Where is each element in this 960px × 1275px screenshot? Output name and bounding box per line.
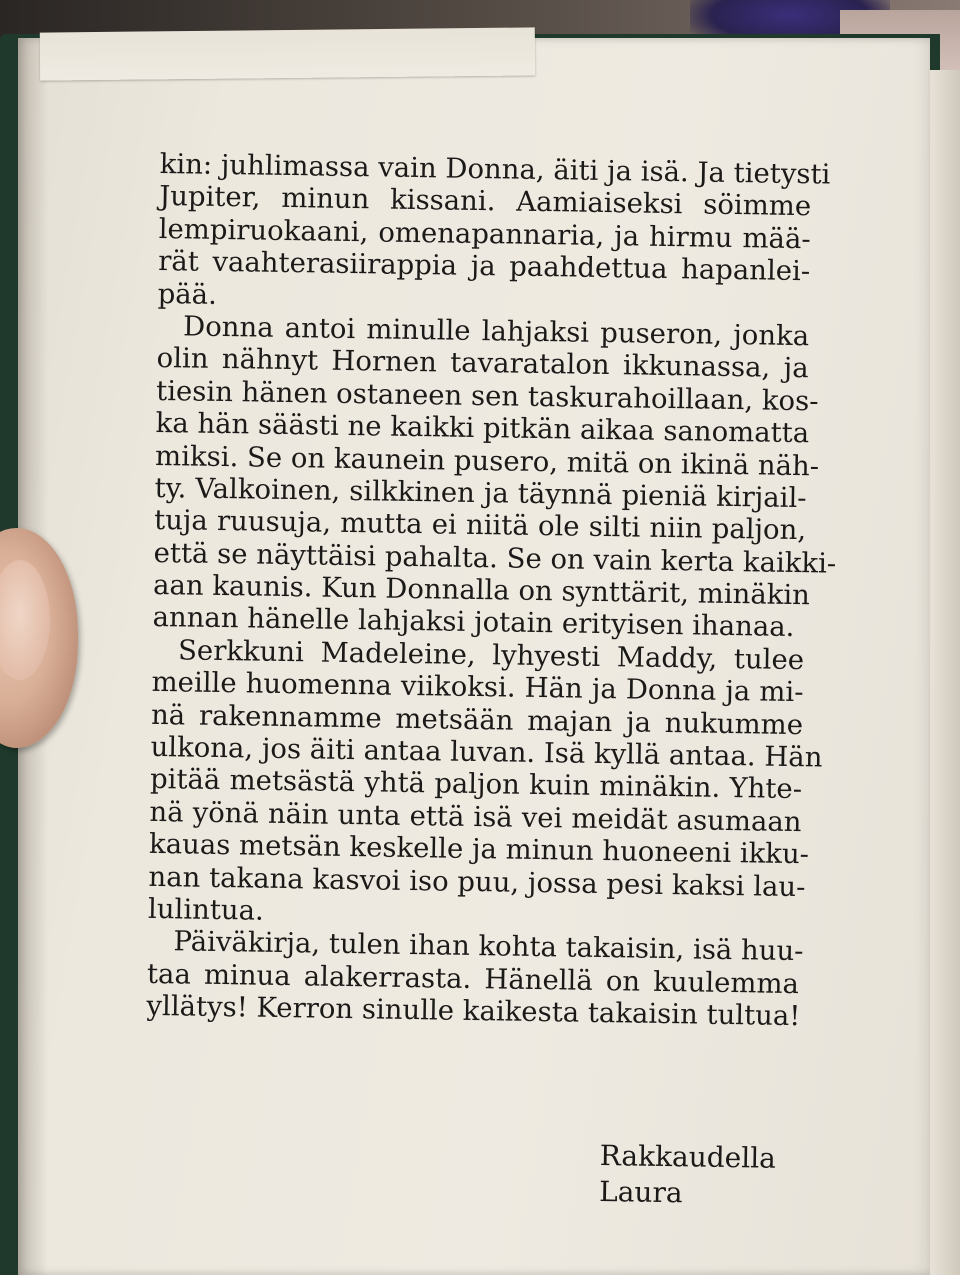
text-line: rät vaahterasiirappia ja paahdettua hapanlei-: [157, 245, 811, 288]
text-line: tuja ruusuja, mutta ei niitä ole silti niin paljon,: [153, 504, 807, 547]
text-line: kauas metsän keskelle ja minun huoneeni ikku-: [148, 828, 810, 871]
text-line: lulintua.: [147, 892, 265, 927]
text-line: taa minua alakerrasta. Hänellä on kuulemma: [146, 957, 800, 1000]
text-line: ka hän säästi ne kaikki pitkän aikaa sanomatta: [155, 407, 810, 450]
text-line: lempiruokaani, omenapannaria, ja hirmu mää-: [158, 212, 811, 256]
text-line: Päiväkirja, tulen ihan kohta takaisin, isä huu-: [173, 925, 804, 968]
signature-closing: Rakkaudella: [599, 1138, 777, 1175]
text-line: Serkkuni Madeleine, lyhyesti Maddy, tulee: [177, 634, 805, 677]
text-line: aan kaunis. Kun Donnalla on synttärit, minäkin: [152, 569, 811, 612]
body-text: [146, 148, 837, 1033]
paper-tab: [40, 27, 535, 80]
text-line: ty. Valkoinen, silkkinen ja täynnä pieniä kirjail-: [154, 471, 807, 515]
signature: [599, 1138, 776, 1213]
signature-name: Laura: [598, 1174, 683, 1210]
text-line: tiesin hänen ostaneen sen taskurahoillaan, kos-: [155, 374, 819, 418]
text-line: nä rakennamme metsään majan ja nukumme: [150, 698, 804, 741]
text-line: olin nähnyt Hornen tavaratalon ikkunassa, ja: [156, 342, 809, 385]
text-line: miksi. Se on kaunein pusero, mitä on ikinä näh-: [154, 439, 820, 482]
text-line: nä yönä näin unta että isä vei meidät asumaan: [149, 795, 802, 838]
text-line: että se näyttäisi pahalta. Se on vain kerta kaikki-: [153, 536, 837, 580]
text-line: nan takana kasvoi iso puu, jossa pesi kaksi lau-: [148, 860, 806, 903]
text-line: Donna antoi minulle lahjaksi puseron, jonka: [182, 310, 810, 353]
text-line: pää.: [157, 277, 218, 311]
text-line: meille huomenna viikoksi. Hän ja Donna ja mi-: [151, 666, 804, 709]
text-line: ulkona, jos äiti antaa luvan. Isä kyllä antaa. Hän: [150, 730, 823, 774]
text-line: Jupiter, minun kissani. Aamiaiseksi söimme: [158, 180, 812, 223]
text-line: kin: juhlimassa vain Donna, äiti ja isä. Ja tietysti: [159, 148, 831, 191]
text-line: pitää metsästä yhtä paljon kuin minäkin. Yhte-: [149, 763, 803, 806]
text-line: yllätys! Kerron sinulle kaikesta takaisin tultua!: [146, 990, 801, 1033]
text-line: annan hänelle lahjaksi jotain erityisen ihanaa.: [152, 601, 795, 644]
